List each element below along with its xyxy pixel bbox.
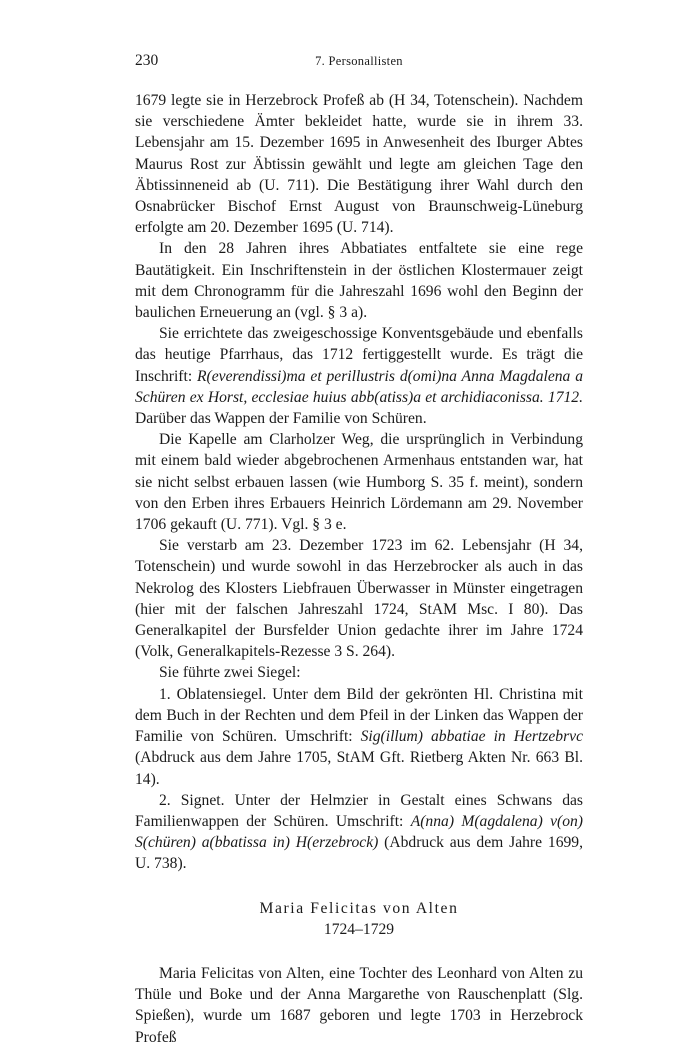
italic-text: A(nna) M(agdalena) v(on) S(chüren) a(bbatissa in) H(erzebrock) <box>135 812 583 852</box>
text-segment: 1. Oblatensiegel. Unter dem Bild der gekrönten Hl. Christina mit dem Buch in der Rechten und dem Pfeil in der Linken das Wappen der Familie von Schüren. Umschrift: <box>135 685 583 746</box>
page-number: 230 <box>135 52 159 69</box>
text-segment: 1679 legte sie in Herzebrock Profeß ab (H 34, Totenschein). Nachdem sie verschiedene Ämter bekleidet hatte, wurde sie in ihrem 33. Lebensjahr am 15. Dezember 1695 in Anwesenheit des Iburger Abtes Maurus Rost zur Äbtissin gewählt und legte am gleichen Tage den Äbtissinneneid ab (U. 711). Die Bestätigung ihrer Wahl durch den Osnabrücker Bischof Ernst August von Braunschweig-Lüneburg erfolgte am 20. Dezember 1695 (U. 714). <box>135 92 583 237</box>
text-segment: Die Kapelle am Clarholzer Weg, die ursprünglich in Verbindung mit einem bald wieder abgebrochenen Armenhaus entstanden war, hat sie nicht selbst erbauen lassen (wie Humborg S. 35 f. meint), sondern von den Erben ihres Erbauers Heinrich Lördemann am 29. November 1706 gekauft (U. 771). Vgl. § 3 e. <box>135 431 583 534</box>
body-text <box>135 90 583 1048</box>
paragraph-p4 <box>135 429 583 535</box>
paragraph-list <box>135 90 583 875</box>
paragraph-p7 <box>135 684 583 790</box>
italic-text: Sig(illum) abbatiae in Hertzebrvc <box>360 728 583 746</box>
text-segment: Sie errichtete das zweigeschossige Konventsgebäude und ebenfalls das heutige Pfarrhaus, das 1712 fertiggestellt wurde. Es trägt die Inschrift: <box>135 325 583 385</box>
section-heading <box>135 898 583 940</box>
section-years: 1724–1729 <box>323 920 395 938</box>
page-header <box>135 52 583 74</box>
text-segment: Darüber das Wappen der Familie von Schüren. <box>135 410 427 428</box>
document-page <box>135 52 583 1048</box>
paragraph-p1 <box>135 90 583 238</box>
paragraph-p6 <box>135 662 583 683</box>
italic-text: R(everendissi)ma et perillustris d(omi)na Anna Magdalena a Schüren ex Horst, ecclesiae huius abb(atiss)a et archidiaconissa. 1712. <box>135 367 583 406</box>
section-name: Maria Felicitas von Alten <box>259 899 459 917</box>
paragraph-p3 <box>135 323 583 429</box>
closing-paragraph-container <box>135 963 583 1048</box>
text-segment: In den 28 Jahren ihres Abbatiates entfaltete sie eine rege Bautätigkeit. Ein Inschriftenstein in der östlichen Klostermauer zeigt mit dem Chronogramm für die Jahreszahl 1696 wohl den Beginn der baulichen Erneuerung an (vgl. § 3 a). <box>135 240 583 322</box>
text-segment: Sie führte zwei Siegel: <box>159 664 301 682</box>
text-segment: Maria Felicitas von Alten, eine Tochter des Leonhard von Alten zu Thüle und Boke und der Anna Margarethe von Rauschenplatt (Slg. Spießen), wurde um 1687 geboren und legte 1703 in Herzebrock Profeß <box>135 964 583 1046</box>
paragraph-p5 <box>135 535 583 662</box>
text-segment: Sie verstarb am 23. Dezember 1723 im 62. Lebensjahr (H 34, Totenschein) und wurde sowohl in das Herzebrocker als auch in das Nekrolog des Klosters Liebfrauen Überwasser in Münster eingetragen (hier mit der falschen Jahreszahl 1724, StAM Msc. I 80). Das Generalkapitel der Bursfelder Union gedachte ihrer im Jahre 1724 (Volk, Generalkapitels-Rezesse 3 S. 264). <box>135 537 583 661</box>
paragraph-p2 <box>135 238 583 323</box>
paragraph-p9 <box>135 963 583 1048</box>
running-head: 7. Personallisten <box>315 54 403 68</box>
text-segment: 2. Signet. Unter der Helmzier in Gestalt eines Schwans das Familienwappen der Schüren. Umschrift: <box>135 791 583 830</box>
text-segment: (Abdruck aus dem Jahre 1699, U. 738). <box>135 834 583 873</box>
paragraph-p8 <box>135 790 583 875</box>
text-segment: (Abdruck aus dem Jahre 1705, StAM Gft. Rietberg Akten Nr. 663 Bl. 14). <box>135 749 583 788</box>
